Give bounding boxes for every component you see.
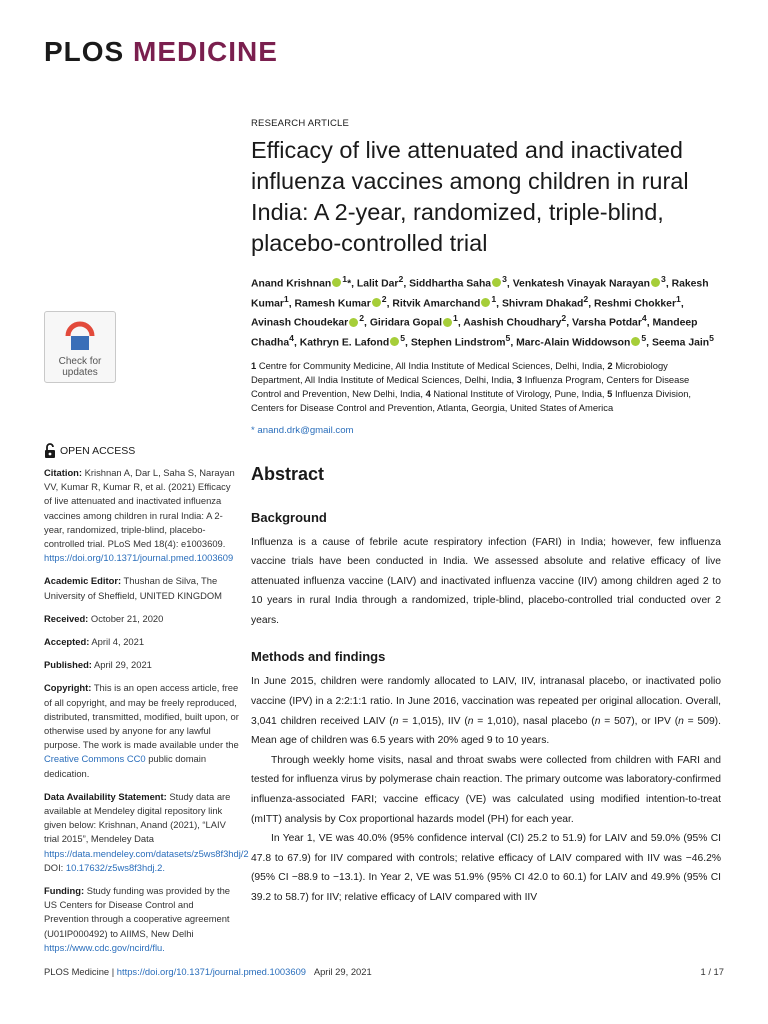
editor-block <box>44 574 240 602</box>
author[interactable]: Marc-Alain Widdowson <box>516 337 631 349</box>
author[interactable]: Avinash Choudekar <box>251 317 349 329</box>
copyright-label: Copyright: <box>44 682 92 694</box>
received-date: October 21, 2020 <box>90 612 164 624</box>
background-heading: Background <box>251 509 327 525</box>
orcid-icon[interactable] <box>443 318 452 327</box>
affiliations: 1 Centre for Community Medicine, All India Institute of Medical Sciences, Delhi, India, 2 Microbiology Department, All India Institute of Medical Sciences, Delhi, India, 3 Influenza Program, Centers for Disease Control and Prevention, New Delhi, India, 4 National Institute of Virology, Pune, India, 5 Influenza Division, Centers for Disease Control and Prevention, Atlanta, Georgia, United States of America <box>251 359 692 414</box>
author[interactable]: Kathryn E. Lafond <box>299 337 390 349</box>
author[interactable]: Varsha Potdar <box>571 317 642 329</box>
accepted-label: Accepted: <box>44 636 90 648</box>
methods-paragraph-1: In June 2015, children were randomly allocated to LAIV, IIV, intranasal placebo, or inactivated polio vaccine (IPV) in a 2:2:1:1 ratio. In June 2016, vaccination was repeated per original allocation. Overall, 3,041 children received LAIV (n = 1,015), IIV (n = 1,010), nasal placebo (n = 507), or IPV (n = 509). Mean age of children was 6.5 years with 20% aged 9 to 10 years. <box>251 676 721 747</box>
article-info-sidebar <box>44 466 249 964</box>
open-lock-icon <box>44 443 56 459</box>
author[interactable]: Reshmi Chokker <box>594 298 676 310</box>
editor-text: Thushan de Silva, The University of Sheffield, UNITED KINGDOM <box>44 575 222 601</box>
methods-heading: Methods and findings <box>251 649 386 665</box>
badge-line-2: updates <box>62 367 98 378</box>
citation-text: Krishnan A, Dar L, Saha S, Narayan VV, Kumar R, Kumar R, et al. (2021) Efficacy of live attenuated and inactivated influenza vaccines among children in rural India: A 2-year, randomized, triple-blind, placebo-controlled trial. PLoS Med 18(4): e1003609. <box>44 467 235 550</box>
article-main <box>251 118 721 908</box>
orcid-icon[interactable] <box>390 337 399 346</box>
copyright-text: This is an open access article, free of all copyright, and may be freely reproduced, distributed, transmitted, modified, built upon, or otherwise used by anyone for any lawful purpose. The work is made available under the <box>44 682 239 751</box>
accepted-block <box>44 635 240 649</box>
methods-paragraph-2: Through weekly home visits, nasal and throat swabs were collected from children with FARI and tested for influenza virus by polymerase chain reaction. The primary outcome was laboratory-confirmed influenza-associated FARI; vaccine efficacy (VE) was calculated using modified intention-to-treat (mITT) analysis by Cox proportional hazards model (PH) for each year. <box>251 754 721 825</box>
page-number: 1 / 17 <box>700 966 724 977</box>
background-paragraph: Influenza is a cause of febrile acute respiratory infection (FARI) in India; however, few influenza vaccine trials have been conducted in India. We assessed absolute and relative efficacy of live attenuated influenza vaccine (LAIV) and inactivated influenza vaccine (IIV) among children aged 2 to 10 years in rural India through a randomized, triple-blind, placebo-controlled trial conducted over 2 years. <box>251 536 721 626</box>
article-type: RESEARCH ARTICLE <box>251 118 350 129</box>
orcid-icon[interactable] <box>492 278 501 287</box>
orcid-icon[interactable] <box>372 298 381 307</box>
editor-label: Academic Editor: <box>44 575 122 587</box>
author[interactable]: Ritvik Amarchand <box>392 298 481 310</box>
citation-doi-link[interactable]: https://doi.org/10.1371/journal.pmed.1003609 <box>44 552 234 564</box>
logo-medicine: MEDICINE <box>133 36 278 67</box>
methods-paragraph-3: In Year 1, VE was 40.0% (95% confidence interval (CI) 25.2 to 51.9) for LAIV and 59.0% (95% CI 47.8 to 67.9) for IIV compared with controls; relative efficacy of LAIV compared with IIV was −46.2% (95% CI −88.9 to −13.1). In Year 2, VE was 51.9% (95% CI 42.0 to 60.1) for LAIV and 49.9% (95% CI 39.2 to 58.7) for IIV; relative efficacy of LAIV compared with IIV <box>251 833 721 903</box>
crossmark-icon <box>62 318 98 354</box>
author[interactable]: Shivram Dhakad <box>501 298 584 310</box>
published-label: Published: <box>44 659 92 671</box>
corresponding-email[interactable]: * anand.drk@gmail.com <box>251 424 354 436</box>
orcid-icon[interactable] <box>631 337 640 346</box>
funding-label: Funding: <box>44 885 85 897</box>
author[interactable]: Anand Krishnan <box>251 278 332 290</box>
author[interactable]: Giridara Gopal <box>369 317 442 329</box>
author[interactable]: Rakesh Kumar <box>251 278 709 310</box>
data-availability-block <box>44 790 249 875</box>
page-footer: PLOS Medicine | https://doi.org/10.1371/journal.pmed.1003609 April 29, 2021 1 / 17 <box>44 966 724 977</box>
accepted-date: April 4, 2021 <box>91 636 145 648</box>
citation-block <box>44 466 240 565</box>
published-block <box>44 658 240 672</box>
author[interactable]: Stephen Lindstrom <box>410 337 506 349</box>
data-availability-text: Study data are available at Mendeley digital repository link given below: Krishnan, Anand (2021), “LAIV trial 2015”, Mendeley Data <box>44 790 231 845</box>
cdc-link[interactable]: https://www.cdc.gov/ncird/flu. <box>44 941 165 953</box>
citation-label: Citation: <box>44 467 83 478</box>
author-list: Anand Krishnan $^1$*, Lalit Dar$^2$, Siddhartha Saha $^3$, Venkatesh Vinayak Narayan $^3$, Rakesh Kumar$^1$, Ramesh Kumar $^2$, Ritvik Amarchand $^1$, Shivram Dhakad$^2$, Reshmi Chokker$^1$, Avinash Choudekar $^2$, Giridara Gopal $^1$, Aashish Choudhary$^2$, Varsha Potdar$^4$, Mandeep Chadha$^4$, Kathryn E. Lafond $^5$, Stephen Lindstrom$^5$, Marc-Alain Widdowson $^5$, Seema Jain$^5$ <box>251 274 714 349</box>
orcid-icon[interactable] <box>481 298 490 307</box>
check-for-updates-badge[interactable] <box>44 311 116 383</box>
author[interactable]: Ramesh Kumar <box>294 298 371 310</box>
data-doi-label: DOI: <box>44 861 64 873</box>
logo-plos: PLOS <box>44 36 125 67</box>
author[interactable]: Venkatesh Vinayak Narayan <box>512 278 650 290</box>
article-title: Efficacy of live attenuated and inactivated influenza vaccines among children in rural India: A 2-year, randomized, triple-blind, placebo-controlled trial <box>251 137 689 256</box>
author[interactable]: Aashish Choudhary <box>463 317 562 329</box>
open-access-label <box>44 443 135 459</box>
badge-line-1: Check for <box>58 356 102 367</box>
abstract-heading: Abstract <box>251 463 325 484</box>
orcid-icon[interactable] <box>332 278 341 287</box>
dataset-doi-link[interactable]: 10.17632/z5ws8f3hdj.2. <box>65 861 165 873</box>
footer-journal: PLOS Medicine <box>44 966 110 977</box>
email-link[interactable]: anand.drk@gmail.com <box>257 424 354 436</box>
received-block <box>44 612 240 626</box>
orcid-icon[interactable] <box>349 318 358 327</box>
cc0-link[interactable]: Creative Commons CC0 <box>44 753 146 765</box>
received-label: Received: <box>44 612 89 624</box>
author[interactable]: Lalit Dar <box>356 278 399 290</box>
funding-text: Study funding was provided by the US Centers for Disease Control and Prevention through a cooperative agreement (U01IP000492) to AIIMS, New Delhi <box>44 885 231 939</box>
open-access-text: OPEN ACCESS <box>60 445 136 457</box>
published-date: April 29, 2021 <box>94 659 152 671</box>
copyright-end: public domain dedication. <box>44 753 207 779</box>
author[interactable]: Seema Jain <box>651 337 710 349</box>
footer-doi-link[interactable]: https://doi.org/10.1371/journal.pmed.1003609 <box>116 966 306 977</box>
author[interactable]: Mandeep Chadha <box>251 317 698 349</box>
footer-date: April 29, 2021 <box>313 966 372 977</box>
author[interactable]: Siddhartha Saha <box>409 278 492 290</box>
mendeley-link[interactable]: https://data.mendeley.com/datasets/z5ws8f3hdj/2 <box>44 847 249 859</box>
orcid-icon[interactable] <box>651 278 660 287</box>
journal-logo <box>44 36 278 68</box>
copyright-block <box>44 681 240 780</box>
data-availability-label: Data Availability Statement: <box>44 790 167 802</box>
funding-block <box>44 884 240 955</box>
